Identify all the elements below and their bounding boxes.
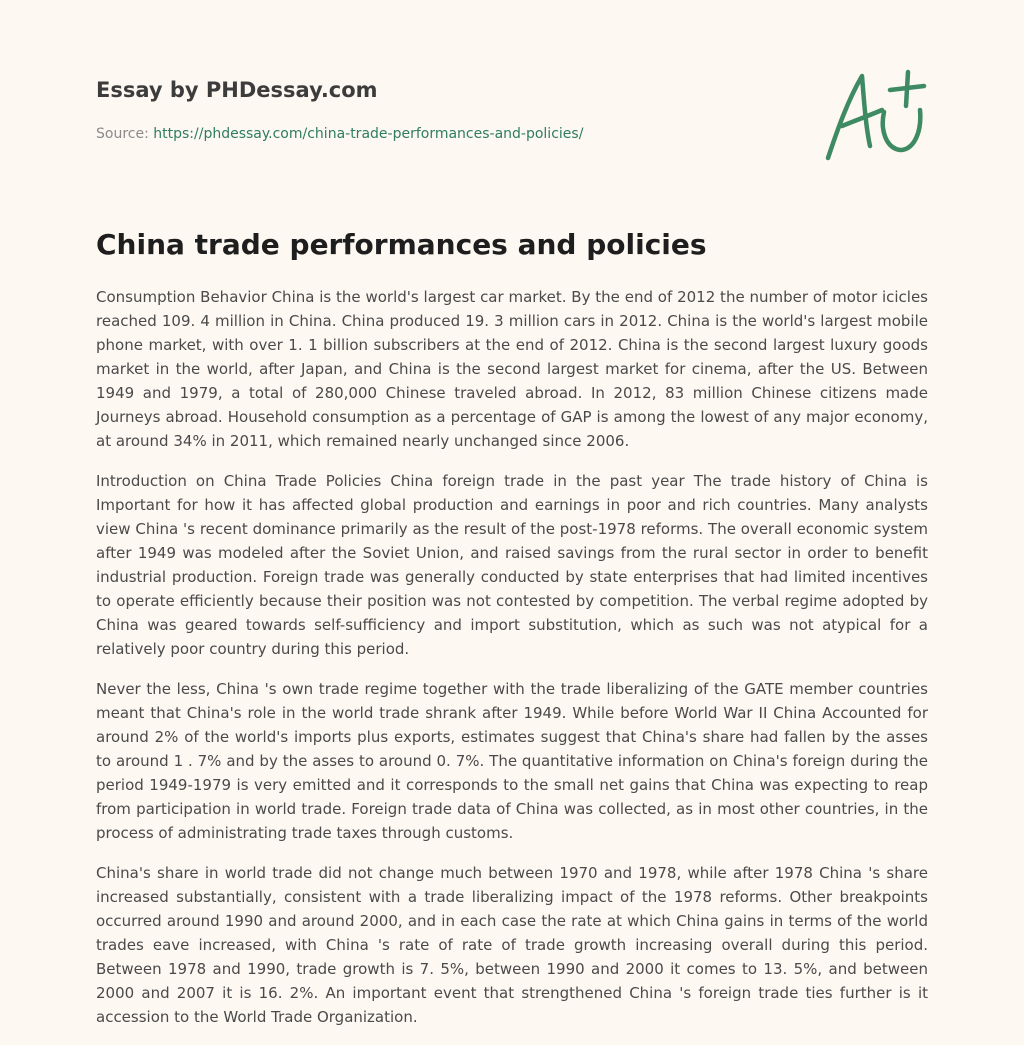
page-header	[96, 76, 816, 144]
source-label: Source:	[96, 126, 154, 142]
essay-paragraph-3: Never the less, China 's own trade regime together with the trade liberalizing of the GATE member countries meant that China's role in the world trade shrank after 1949. While before World War II China Accounted for around 2% of the world's imports plus exports, estimates suggest that China's share had fallen by the asses to around 1 . 7% and by the asses to around 0. 7%. The quantitative information on China's foreign during the period 1949-1979 is very emitted and it corresponds to the small net gains that China was expecting to reap from participation in world trade. Foreign trade data of China was collected, as in most other countries, in the process of administrating trade taxes through customs.	[96, 680, 928, 842]
a-plus-logo-icon	[820, 66, 930, 166]
essay-paragraph-1: Consumption Behavior China is the world's largest car market. By the end of 2012 the number of motor icicles reached 109. 4 million in China. China produced 19. 3 million cars in 2012. China is the world's largest mobile phone market, with over 1. 1 billion subscribers at the end of 2012. China is the second largest luxury goods market in the world, after Japan, and China is the second largest market for cinema, after the US. Between 1949 and 1979, a total of 280,000 Chinese traveled abroad. In 2012, 83 million Chinese citizens made Journeys abroad. Household consumption as a percentage of GAP is among the lowest of any major economy, at around 34% in 2011, which remained nearly unchanged since 2006.	[96, 288, 928, 450]
essay-body	[96, 285, 928, 1045]
source-link[interactable]: https://phdessay.com/china-trade-performances-and-policies/	[153, 126, 584, 142]
essay-paragraph-2: Introduction on China Trade Policies China foreign trade in the past year The trade history of China is Important for how it has affected global production and earnings in poor and rich countries. Many analysts view China 's recent dominance primarily as the result of the post-1978 reforms. The overall economic system after 1949 was modeled after the Soviet Union, and raised savings from the rural sector in order to benefit industrial production. Foreign trade was generally conducted by state enterprises that had limited incentives to operate efficiently because their position was not contested by competition. The verbal regime adopted by China was geared towards self-sufficiency and import substitution, which as such was not atypical for a relatively poor country during this period.	[96, 472, 928, 658]
site-title: Essay by PHDessay.com	[96, 78, 378, 102]
source-line	[96, 124, 816, 144]
essay-paragraph-4: China's share in world trade did not change much between 1970 and 1978, while after 1978 China 's share increased substantially, consistent with a trade liberalizing impact of the 1978 reforms. Other breakpoints occurred around 1990 and around 2000, and in each case the rate at which China gains in terms of the world trades eave increased, with China 's rate of rate of trade growth increasing overall during this period. Between 1978 and 1990, trade growth is 7. 5%, between 1990 and 2000 it comes to 13. 5%, and between 2000 and 2007 it is 16. 2%. An important event that strengthened China 's foreign trade ties further is it accession to the World Trade Organization.	[96, 864, 928, 1026]
essay-title: China trade performances and policies	[96, 228, 707, 261]
